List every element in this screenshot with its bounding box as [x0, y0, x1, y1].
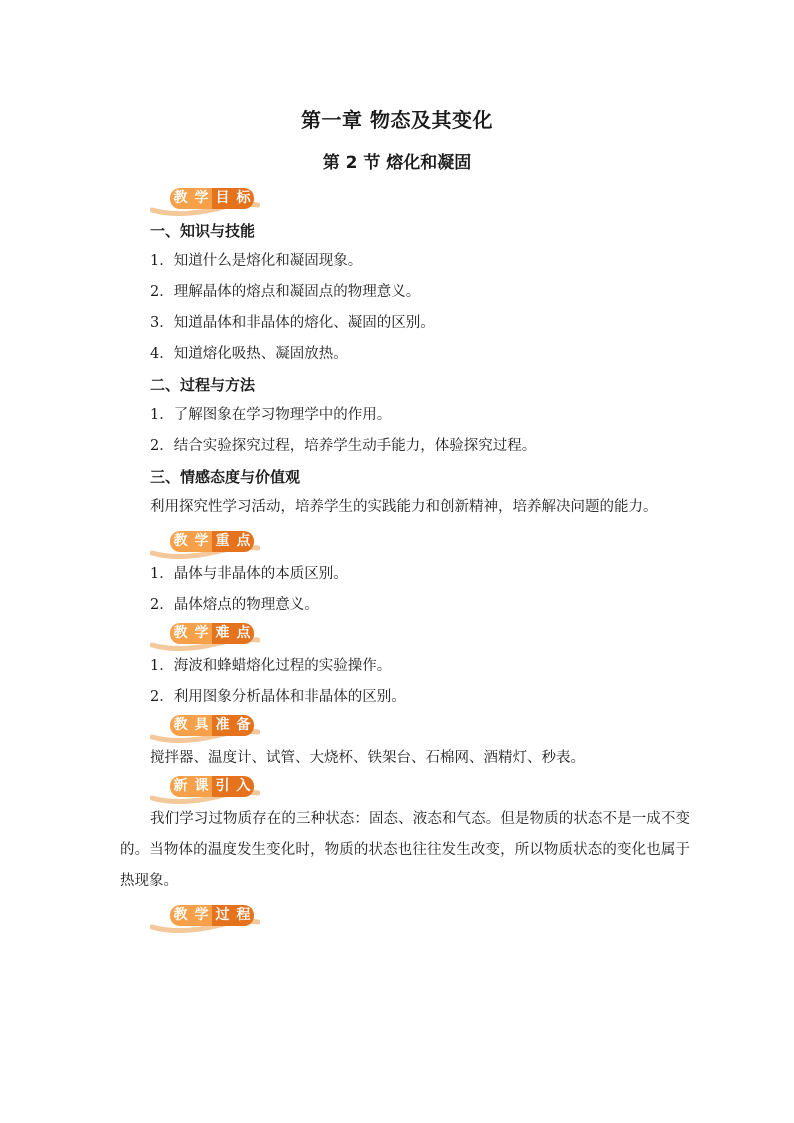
label-char: 重: [212, 531, 233, 552]
label-new-lesson-intro: [120, 774, 251, 800]
label-char: 教: [170, 188, 191, 209]
label-char: 引: [212, 776, 233, 797]
label-teaching-process: [120, 903, 251, 929]
label-char: 学: [191, 188, 212, 209]
list-item: 1．晶体与非晶体的本质区别。: [150, 566, 348, 582]
content-body: [120, 186, 690, 933]
list-item: 1．海波和蜂蜡熔化过程的实验操作。: [150, 658, 392, 674]
label-char: 教: [170, 715, 191, 736]
list-item: 1．知道什么是熔化和凝固现象。: [150, 253, 363, 269]
label-char: 学: [191, 905, 212, 926]
list-item: 2．理解晶体的熔点和凝固点的物理意义。: [150, 284, 421, 300]
label-char: 学: [191, 623, 212, 644]
label-char: 学: [191, 531, 212, 552]
heading-knowledge-skills: 一、知识与技能: [150, 222, 256, 240]
paragraph-attitudes: 利用探究性学习活动，培养学生的实践能力和创新精神，培养解决问题的能力。: [150, 499, 658, 515]
label-char: 过: [212, 905, 233, 926]
label-char: 点: [233, 531, 254, 552]
heading-attitudes-values: 三、情感态度与价值观: [150, 468, 301, 486]
label-char: 程: [233, 905, 254, 926]
label-char: 点: [233, 623, 254, 644]
label-teaching-tools: [120, 713, 251, 739]
label-difficulties: [120, 621, 251, 647]
label-char: 标: [233, 188, 254, 209]
label-char: 新: [170, 776, 191, 797]
paragraph-intro: 我们学习过物质存在的三种状态：固态、液态和气态。但是物质的状态不是一成不变的。当物体的温度发生变化时，物质的状态也往往发生改变，所以物质状态的变化也属于热现象。: [120, 811, 690, 889]
label-char: 准: [212, 715, 233, 736]
section-title: 第 2 节 熔化和凝固: [322, 153, 472, 173]
label-char: 难: [212, 623, 233, 644]
label-teaching-objectives: [120, 186, 251, 212]
label-char: 教: [170, 623, 191, 644]
list-item: 2．晶体熔点的物理意义。: [150, 597, 319, 613]
label-char: 目: [212, 188, 233, 209]
heading-process-methods: 二、过程与方法: [150, 376, 256, 394]
label-char: 课: [191, 776, 212, 797]
list-item: 3．知道晶体和非晶体的熔化、凝固的区别。: [150, 315, 435, 331]
label-char: 教: [170, 531, 191, 552]
label-key-points: [120, 529, 251, 555]
list-item: 2．利用图象分析晶体和非晶体的区别。: [150, 689, 406, 705]
list-item: 1．了解图象在学习物理学中的作用。: [150, 407, 392, 423]
list-item: 4．知道熔化吸热、凝固放热。: [150, 346, 348, 362]
list-item: 2．结合实验探究过程，培养学生动手能力，体验探究过程。: [150, 438, 537, 454]
label-char: 入: [233, 776, 254, 797]
tools-text: 搅拌器、温度计、试管、大烧杯、铁架台、石棉网、酒精灯、秒表。: [150, 750, 585, 766]
label-char: 备: [233, 715, 254, 736]
chapter-title: 第一章 物态及其变化: [301, 108, 493, 132]
label-char: 具: [191, 715, 212, 736]
label-char: 教: [170, 905, 191, 926]
